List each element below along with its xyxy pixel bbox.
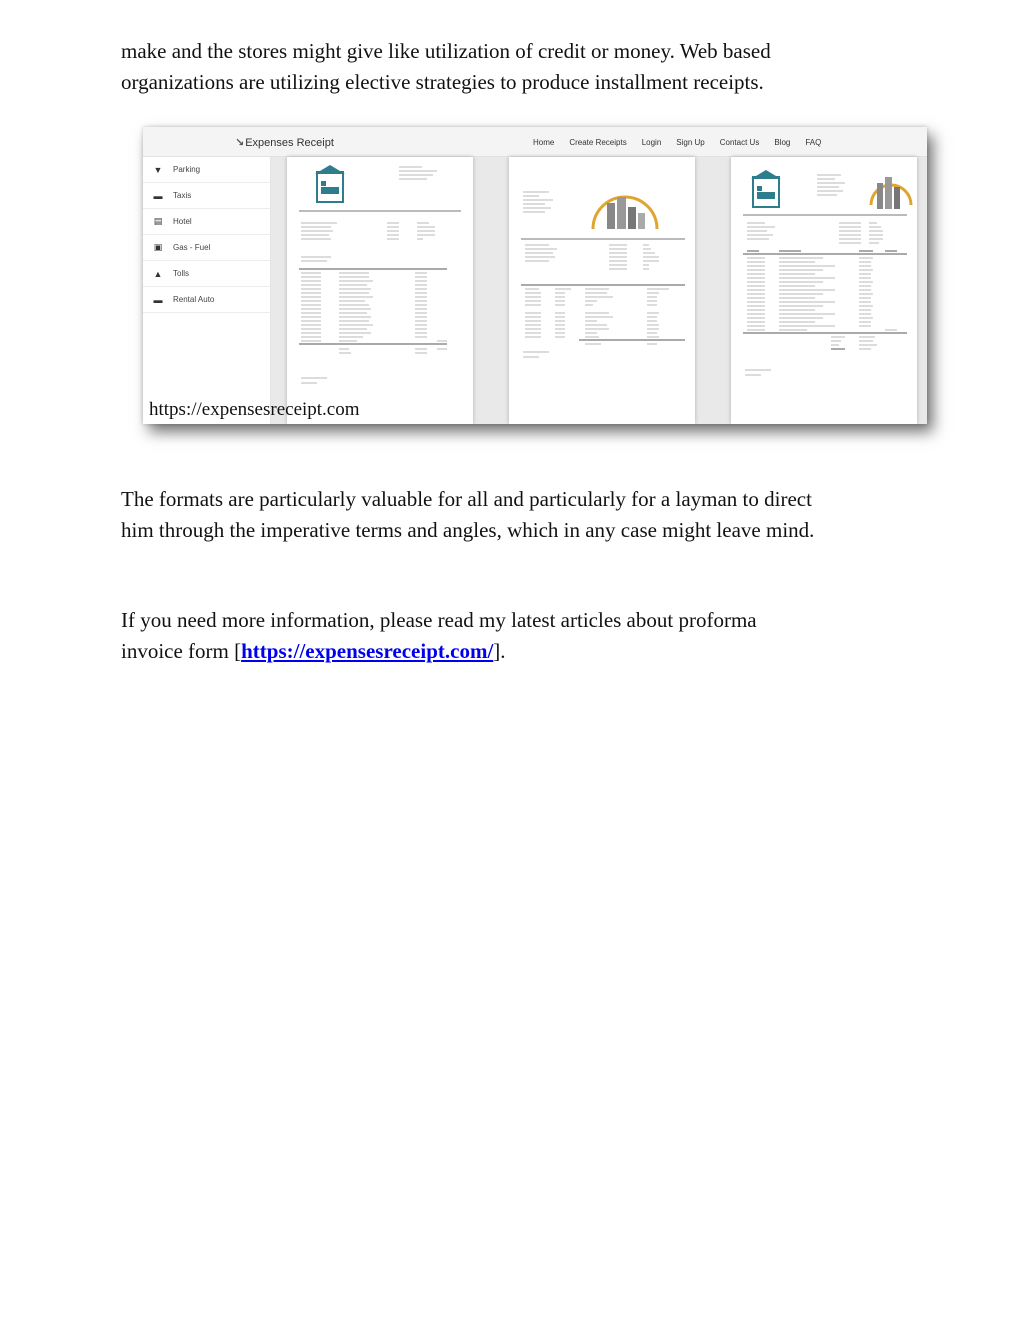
receipt-preview-1: [287, 157, 473, 424]
receipt-template-2[interactable]: [509, 157, 695, 424]
site-navbar: [143, 127, 927, 157]
road-icon: ▲: [153, 268, 163, 279]
nav-blog[interactable]: Blog: [774, 138, 791, 147]
sidebar-item-taxis[interactable]: [143, 183, 270, 209]
sidebar-item-tolls[interactable]: [143, 261, 270, 287]
paragraph-formats: [121, 484, 921, 546]
sidebar-item-gas-fuel[interactable]: [143, 235, 270, 261]
nav-faq[interactable]: FAQ: [805, 138, 822, 147]
nav-create-receipts[interactable]: Create Receipts: [569, 138, 627, 147]
text-line: organizations are utilizing elective strategies to produce installment receipts.: [121, 70, 764, 94]
nav-sign-up[interactable]: Sign Up: [676, 138, 705, 147]
building-logo-icon: [593, 197, 657, 229]
brand-name: Expenses Receipt: [245, 137, 334, 149]
sidebar-item-label: Hotel: [173, 217, 192, 226]
text-line: The formats are particularly valuable for all and particularly for a layman to direct: [121, 487, 812, 511]
text-line: make and the stores might give like utilization of credit or money. Web based: [121, 39, 771, 63]
text-line: him through the imperative terms and angles, which in any case might leave mind.: [121, 518, 815, 542]
receipt-preview-2: [509, 157, 695, 424]
website-screenshot: [143, 127, 927, 424]
sidebar-item-label: Taxis: [173, 191, 192, 200]
text-line: If you need more information, please read my latest articles about proforma: [121, 608, 757, 632]
sidebar-item-label: Parking: [173, 165, 201, 174]
car-icon: ▬: [153, 190, 163, 201]
receipt-preview-3: [731, 157, 917, 424]
receipt-template-3[interactable]: [731, 157, 917, 424]
logo-icon: ↘: [235, 137, 245, 149]
hotel-logo-icon: [751, 170, 781, 207]
link-suffix: ].: [493, 639, 506, 663]
screenshot-caption: https://expensesreceipt.com: [149, 399, 360, 420]
car-icon: ▬: [153, 294, 163, 305]
sidebar-item-parking[interactable]: [143, 157, 270, 183]
bed-icon: ▤: [153, 216, 163, 226]
hotel-logo-icon: [315, 165, 345, 202]
receipt-type-sidebar: [143, 157, 271, 424]
link-prefix: invoice form [: [121, 639, 242, 663]
nav-contact-us[interactable]: Contact Us: [719, 138, 760, 147]
receipt-previews: [271, 157, 927, 424]
expensesreceipt-link[interactable]: https://expensesreceipt.com/: [241, 639, 494, 663]
receipt-template-1[interactable]: [287, 157, 473, 424]
paragraph-intro: [121, 36, 921, 98]
fuel-pump-icon: ▣: [153, 242, 163, 252]
map-pin-icon: ▼: [153, 164, 163, 175]
nav-login[interactable]: Login: [641, 138, 662, 147]
text-line: [121, 636, 921, 667]
building-logo-icon: [871, 177, 911, 209]
nav-home[interactable]: Home: [533, 138, 555, 147]
sidebar-item-label: Gas - Fuel: [173, 243, 211, 252]
paragraph-more-info: [121, 605, 921, 667]
sidebar-item-hotel[interactable]: [143, 209, 270, 235]
sidebar-item-label: Rental Auto: [173, 295, 215, 304]
sidebar-item-label: Tolls: [173, 269, 190, 278]
site-logo[interactable]: [235, 136, 334, 149]
nav-links: [533, 138, 821, 147]
sidebar-item-rental-auto[interactable]: [143, 287, 270, 313]
